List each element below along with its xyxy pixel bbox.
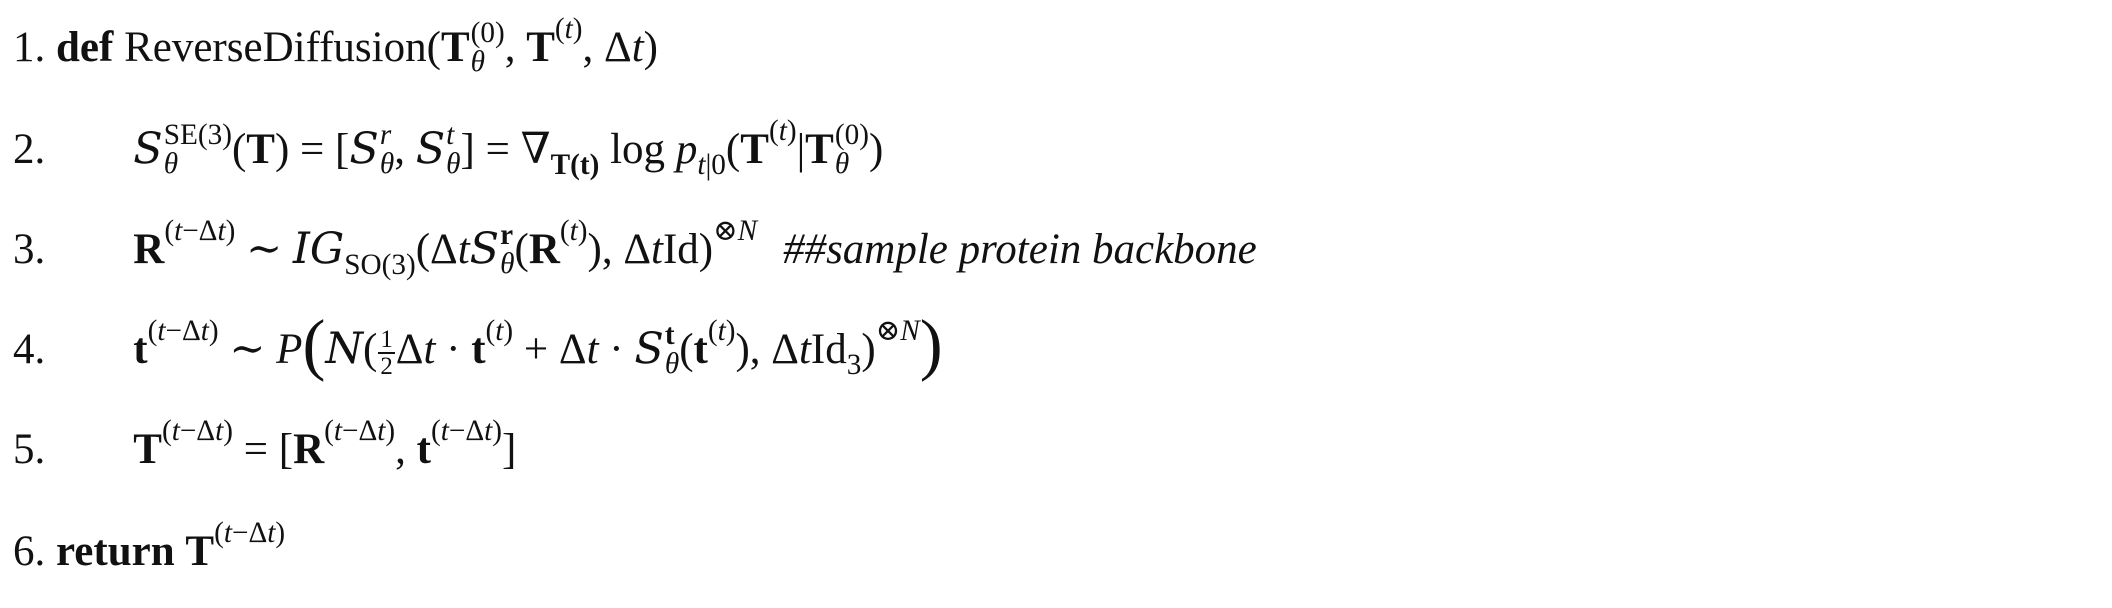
algorithm-line-2 xyxy=(13,115,884,182)
return-keyword: return xyxy=(56,528,175,575)
def-keyword: def xyxy=(56,24,114,72)
line-number: 5. xyxy=(13,426,46,473)
function-name: ReverseDiffusion xyxy=(124,24,427,72)
line-number: 3. xyxy=(13,226,46,274)
score-equation: S SE(3) θ (T) = [S r θ , S t θ ] = $\nabla_{T(t)}$ $\log p_{t|0}(T^{(t)}|T$ (0) θ ) xyxy=(133,115,884,182)
comment: ##sample protein backbone xyxy=(783,226,1257,274)
algorithm-line-1 xyxy=(13,13,658,80)
rotation-sampling-equation: $R^{(t-\Delta t)}$ ∼ $IG_{SO(3)}(\Delta tS$ r θ $(R^{(t)})$, ΔtId)$^{\otimes N}$ xyxy=(133,215,758,282)
line-number: 4. xyxy=(13,326,46,374)
algorithm-line-3 xyxy=(13,215,1257,282)
algorithm-line-6 xyxy=(13,517,286,575)
line-number: 6. xyxy=(13,528,46,575)
function-arguments: (T (0) θ , $T^{(t)}$, Δt) xyxy=(426,13,658,79)
line-number: 1. xyxy=(13,24,46,72)
algorithm-line-5 xyxy=(13,415,517,473)
return-value: $T^{(t-\Delta t)}$ xyxy=(185,517,286,575)
translation-sampling-equation: $t^{(t-\Delta t)}$ ∼ P(N( $\frac{1}{2}$ $\Delta t \cdot t^{(t)} + \Delta t \cdot S$ t θ $(t^{(t)})$, ΔtId$_3$)$^{\otimes N}$) xyxy=(133,306,943,383)
line-number: 2. xyxy=(13,126,46,174)
frame-update-equation: $T^{(t-\Delta t)} = [R^{(t-\Delta t)}$, $t^{(t-\Delta t)}$] xyxy=(133,415,517,473)
algorithm-line-4 xyxy=(13,306,943,383)
